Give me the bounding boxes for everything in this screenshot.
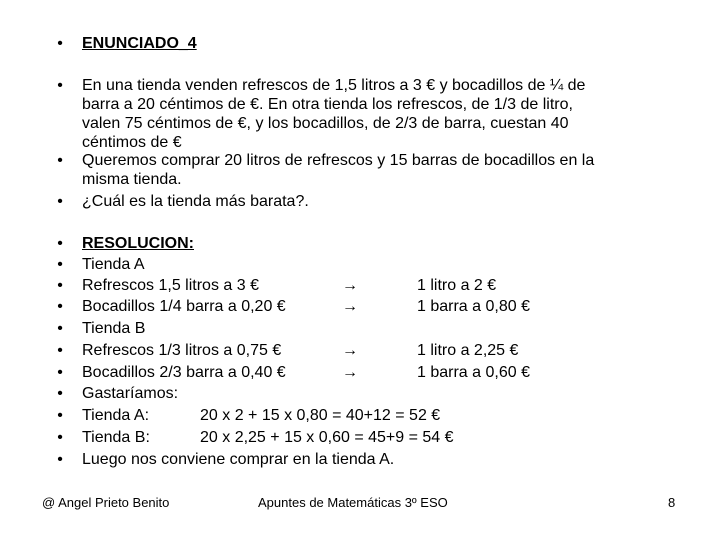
statement-line: misma tienda. xyxy=(82,171,182,188)
statement-line: Queremos comprar 20 litros de refrescos y 15 barras de bocadillos en la xyxy=(82,152,595,169)
total-a-calculation: 20 x 2 + 15 x 0,80 = 40+12 = 52 € xyxy=(200,407,441,424)
store-b-sandwich: Bocadillos 2/3 barra a 0,40 € xyxy=(82,364,286,381)
bullet: • xyxy=(57,277,63,294)
store-a-sandwich-unit-price: 1 barra a 0,80 € xyxy=(417,298,530,315)
bullet: • xyxy=(57,320,63,337)
store-a-drinks-unit-price: 1 litro a 2 € xyxy=(417,277,497,294)
conclusion-text: Luego nos conviene comprar en la tienda A. xyxy=(82,451,395,468)
bullet: • xyxy=(57,193,63,210)
statement-line: valen 75 céntimos de €, y los bocadillos, de 2/3 de barra, cuestan 40 xyxy=(82,115,569,132)
store-a-label: Tienda A xyxy=(82,256,145,273)
bullet: • xyxy=(57,407,63,424)
question-text: ¿Cuál es la tienda más barata?. xyxy=(82,193,309,210)
statement-line: céntimos de € xyxy=(82,134,182,151)
resolution-heading: RESOLUCION: xyxy=(82,235,194,252)
bullet: • xyxy=(57,35,63,52)
total-b-calculation: 20 x 2,25 + 15 x 0,60 = 45+9 = 54 € xyxy=(200,429,454,446)
total-a-label: Tienda A: xyxy=(82,407,150,424)
bullet: • xyxy=(57,256,63,273)
store-a-drinks: Refrescos 1,5 litros a 3 € xyxy=(82,277,259,294)
footer-page-number: 8 xyxy=(668,495,676,510)
arrow-icon: → xyxy=(342,364,358,381)
bullet: • xyxy=(57,429,63,446)
spend-label: Gastaríamos: xyxy=(82,385,179,402)
bullet: • xyxy=(57,364,63,381)
store-b-drinks: Refrescos 1/3 litros a 0,75 € xyxy=(82,342,282,359)
bullet: • xyxy=(57,235,63,252)
footer-course: Apuntes de Matemáticas 3º ESO xyxy=(258,495,448,510)
store-b-label: Tienda B xyxy=(82,320,146,337)
footer-author: @ Angel Prieto Benito xyxy=(42,495,170,510)
bullet: • xyxy=(57,77,63,94)
bullet: • xyxy=(57,298,63,315)
bullet: • xyxy=(57,385,63,402)
store-b-sandwich-unit-price: 1 barra a 0,60 € xyxy=(417,364,530,381)
page-title: ENUNCIADO_4 xyxy=(82,35,197,52)
arrow-icon: → xyxy=(342,277,358,294)
bullet: • xyxy=(57,342,63,359)
statement-line: En una tienda venden refrescos de 1,5 litros a 3 € y bocadillos de ¼ de xyxy=(82,77,586,94)
store-a-sandwich: Bocadillos 1/4 barra a 0,20 € xyxy=(82,298,286,315)
arrow-icon: → xyxy=(342,342,358,359)
total-b-label: Tienda B: xyxy=(82,429,150,446)
statement-line: barra a 20 céntimos de €. En otra tienda los refrescos, de 1/3 de litro, xyxy=(82,96,573,113)
arrow-icon: → xyxy=(342,298,358,315)
store-b-drinks-unit-price: 1 litro a 2,25 € xyxy=(417,342,519,359)
bullet: • xyxy=(57,451,63,468)
bullet: • xyxy=(57,152,63,169)
